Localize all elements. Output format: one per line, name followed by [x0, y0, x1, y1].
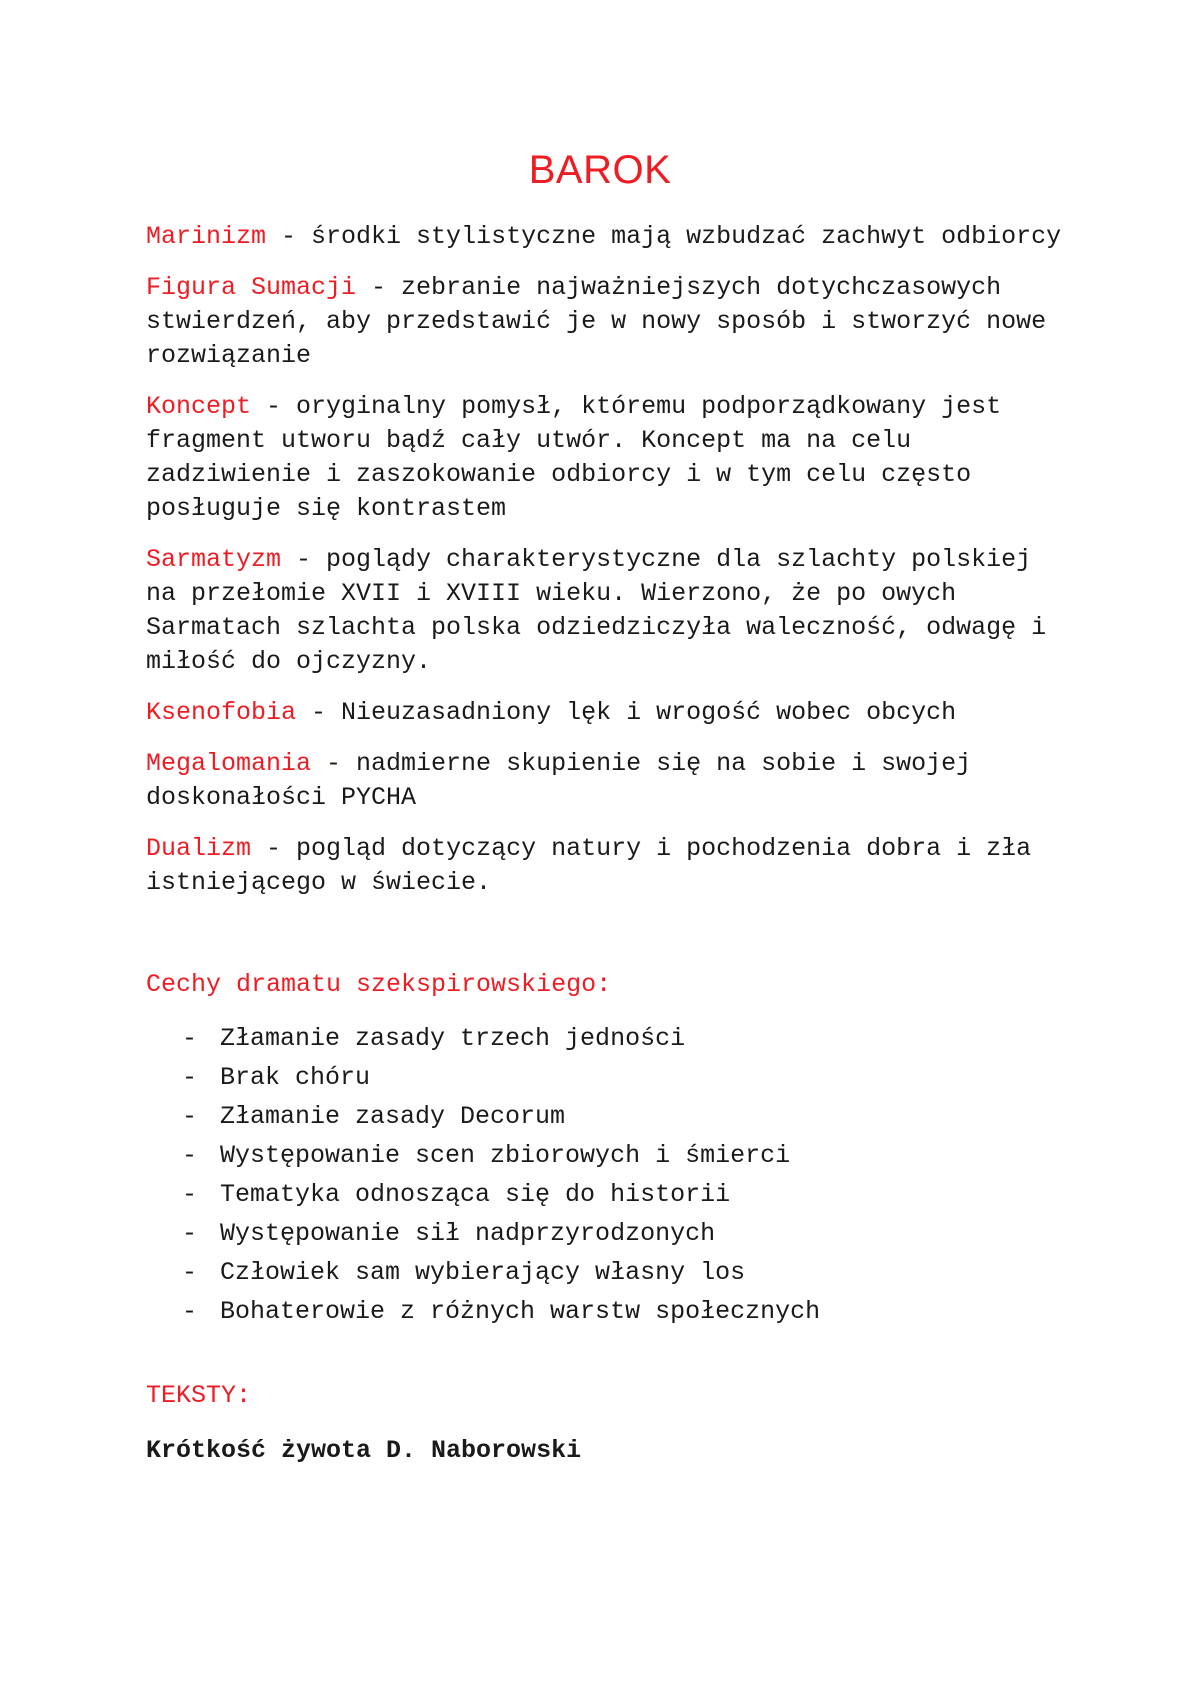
- definition-dualizm: [146, 832, 1066, 900]
- definition-term: Dualizm: [146, 834, 252, 863]
- list-item: [182, 1097, 1066, 1136]
- definition-text: - Nieuzasadniony lęk i wrogość wobec obcych: [296, 698, 957, 727]
- work-title: Krótkość żywota D. Naborowski: [146, 1436, 582, 1465]
- definition-text: - zebranie najważniejszych dotychczasowych stwierdzeń, aby przedstawić je w nowy sposób i stworzyć nowe rozwiązanie: [146, 273, 1047, 370]
- list-item: [182, 1058, 1066, 1097]
- list-item: [182, 1019, 1066, 1058]
- list-item-text: Brak chóru: [220, 1063, 371, 1092]
- bullet-dash: -: [182, 1102, 198, 1131]
- definition-sarmatyzm: [146, 543, 1066, 679]
- spacer: [146, 917, 1066, 968]
- drama-features-list: [146, 1019, 1066, 1331]
- bullet-dash: -: [182, 1258, 198, 1287]
- definition-ksenofobia: [146, 696, 1066, 730]
- definition-text: - oryginalny pomysł, któremu podporządkowany jest fragment utworu bądź cały utwór. Koncept ma na celu zadziwienie i zaszokowanie odbiorcy i w tym celu często posługuje się kontrastem: [146, 392, 1002, 523]
- list-item-text: Występowanie sił nadprzyrodzonych: [220, 1219, 716, 1248]
- list-item: [182, 1253, 1066, 1292]
- spacer: [146, 1331, 1066, 1379]
- bullet-dash: -: [182, 1219, 198, 1248]
- list-item: [182, 1214, 1066, 1253]
- definition-term: Figura Sumacji: [146, 273, 357, 302]
- list-item-text: Złamanie zasady trzech jedności: [220, 1024, 686, 1053]
- definition-text: - środki stylistyczne mają wzbudzać zachwyt odbiorcy: [266, 222, 1062, 251]
- list-item-text: Człowiek sam wybierający własny los: [220, 1258, 746, 1287]
- list-item-text: Tematyka odnosząca się do historii: [220, 1180, 731, 1209]
- drama-features-heading: Cechy dramatu szekspirowskiego:: [146, 970, 612, 999]
- list-item-text: Bohaterowie z różnych warstw społecznych: [220, 1297, 821, 1326]
- definition-text: - poglądy charakterystyczne dla szlachty polskiej na przełomie XVII i XVIII wieku. Wierzono, że po owych Sarmatach szlachta polska odziedziczyła waleczność, odwagę i miłość do ojczyzny.: [146, 545, 1047, 676]
- bullet-dash: -: [182, 1024, 198, 1053]
- document-body: [146, 220, 1066, 1468]
- list-item-text: Występowanie scen zbiorowych i śmierci: [220, 1141, 791, 1170]
- definition-term: Koncept: [146, 392, 252, 421]
- definition-megalomania: [146, 747, 1066, 815]
- definition-term: Ksenofobia: [146, 698, 297, 727]
- list-item: [182, 1175, 1066, 1214]
- list-item-text: Złamanie zasady Decorum: [220, 1102, 566, 1131]
- texts-heading: TEKSTY:: [146, 1381, 252, 1410]
- list-item: [182, 1292, 1066, 1331]
- definition-marinizm: [146, 220, 1066, 254]
- list-item: [182, 1136, 1066, 1175]
- bullet-dash: -: [182, 1297, 198, 1326]
- definition-term: Sarmatyzm: [146, 545, 282, 574]
- definition-term: Marinizm: [146, 222, 267, 251]
- definition-figura-sumacji: [146, 271, 1066, 373]
- bullet-dash: -: [182, 1180, 198, 1209]
- bullet-dash: -: [182, 1141, 198, 1170]
- definition-koncept: [146, 390, 1066, 526]
- document-title: BAROK: [528, 148, 672, 192]
- definition-text: - pogląd dotyczący natury i pochodzenia dobra i zła istniejącego w świecie.: [146, 834, 1032, 897]
- definition-text: - nadmierne skupienie się na sobie i swojej doskonałości PYCHA: [146, 749, 972, 812]
- bullet-dash: -: [182, 1063, 198, 1092]
- definition-term: Megalomania: [146, 749, 312, 778]
